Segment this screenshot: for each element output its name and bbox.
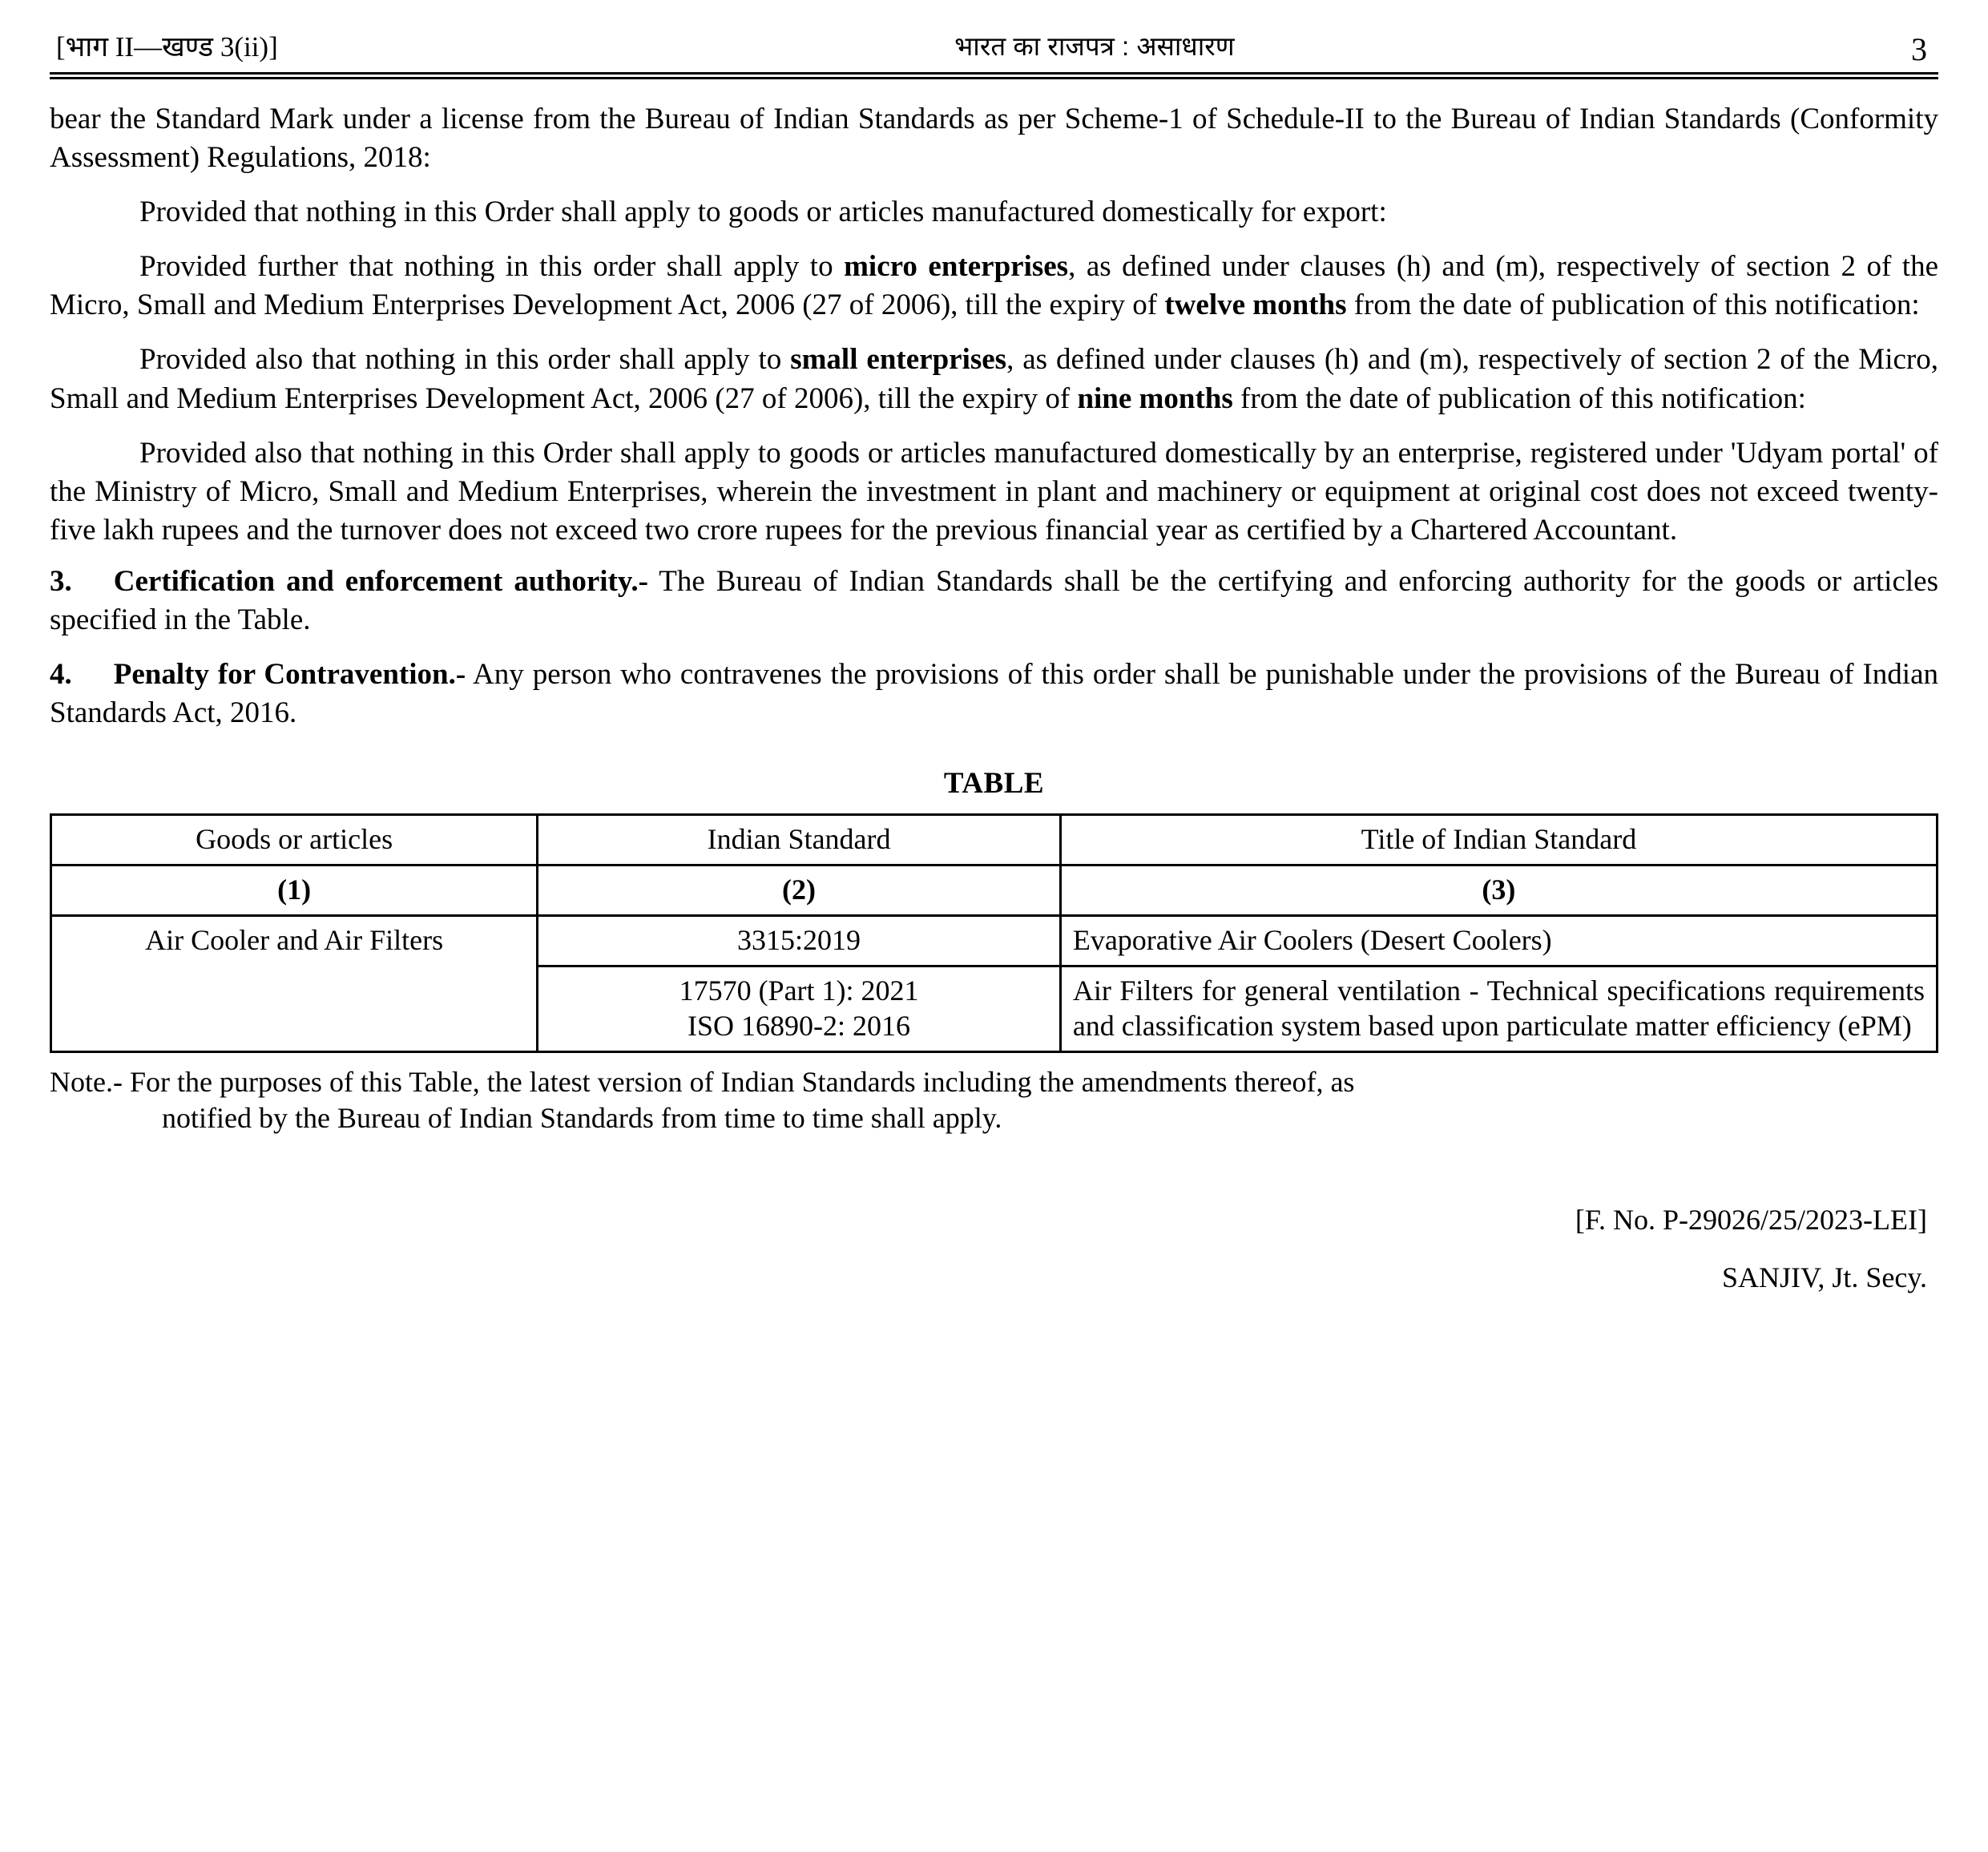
proviso-micro-bold-micro-enterprises: micro enterprises — [844, 250, 1069, 284]
table-header-row — [51, 815, 1938, 865]
table-cell-goods-empty — [51, 966, 538, 1052]
document-footer — [50, 1198, 1938, 1299]
table-column-number-row — [51, 865, 1938, 916]
proviso-small-bold-nine-months: nine months — [1077, 381, 1233, 415]
clause-4-heading: Penalty for Contravention.- — [113, 658, 466, 692]
standard-line-1: 17570 (Part 1): 2021 — [679, 974, 919, 1007]
clause-4-text: Any person who contravenes the provisions of this order shall be punishable under the provisions of the Bureau of Indian Standards Act, 2016. — [50, 658, 1938, 730]
proviso-small-text-a: Provided also that nothing in this order shall apply to — [139, 343, 791, 377]
paragraph-proviso-udyam-portal: Provided also that nothing in this Order shall apply to goods or articles manufactured domestically by an enterprise, registered under 'Udyam portal' of the Ministry of Micro, Small and Medium Enterprises, wherein the investment in plant and machinery or equipment at original cost does not exceed twenty-five lakh rupees and the turnover does not exceed two crore rupees for the previous financial year as certified by a Chartered Accountant. — [50, 436, 1938, 547]
table-note-line-2: notified by the Bureau of Indian Standards from time to time shall apply. — [162, 1102, 1002, 1135]
clause-3-number: 3. — [50, 564, 72, 598]
header-gazette-title: भारत का राजपत्र : असाधारण — [954, 31, 1235, 61]
page-header — [50, 32, 1938, 72]
table-header-standard: Indian Standard — [538, 815, 1061, 865]
clause-3-certification-authority — [50, 563, 1938, 640]
table-cell-standard-3315: 3315:2019 — [538, 916, 1061, 966]
paragraph-standard-mark: bear the Standard Mark under a license from the Bureau of Indian Standards as per Scheme-1 of Schedule-II to the Bureau of Indian Standards (Conformity Assessment) Regulations, 2018: — [50, 103, 1938, 175]
table-cell-standard-17570 — [538, 966, 1061, 1052]
table-caption: TABLE — [943, 767, 1045, 801]
table-cell-goods-air-cooler: Air Cooler and Air Filters — [51, 916, 538, 966]
paragraph-proviso-small-enterprises — [50, 341, 1938, 418]
proviso-micro-text-c: from the date of publication of this notification: — [1346, 288, 1920, 322]
page-number: 3 — [1911, 31, 1927, 67]
table-note — [50, 1064, 1938, 1137]
table-header-goods: Goods or articles — [51, 815, 538, 865]
paragraph-proviso-export: Provided that nothing in this Order shall apply to goods or articles manufactured domestically for export: — [139, 196, 1387, 229]
clause-3-heading: Certification and enforcement authority.- — [113, 564, 648, 598]
table-row — [51, 916, 1938, 966]
clause-3-text: The Bureau of Indian Standards shall be the certifying and enforcing authority for the goods or articles specified in the Table. — [50, 564, 1938, 637]
table-column-number-1: (1) — [277, 874, 312, 906]
table-column-number-2: (2) — [782, 874, 817, 906]
table-row — [51, 966, 1938, 1052]
standard-line-2: ISO 16890-2: 2016 — [688, 1009, 911, 1042]
header-divider — [50, 72, 1938, 79]
table-cell-title-evaporative: Evaporative Air Coolers (Desert Coolers) — [1060, 916, 1937, 966]
proviso-micro-text-b: , as defined under clauses (h) and (m), respectively of section 2 of the Micro, Small and Medium Enterprises Development Act, 2006 (27 of 2006), till the expiry of — [50, 250, 1938, 322]
proviso-small-text-b: , as defined under clauses (h) and (m), respectively of section 2 of the Micro, Small and Medium Enterprises Development Act, 2006 (27 of 2006), till the expiry of — [50, 343, 1938, 415]
clause-4-penalty-contravention — [50, 656, 1938, 732]
file-number: [F. No. P-29026/25/2023-LEI] — [1575, 1203, 1927, 1236]
table-column-number-3: (3) — [1482, 874, 1516, 906]
table-header-title: Title of Indian Standard — [1060, 815, 1937, 865]
proviso-micro-bold-twelve-months: twelve months — [1164, 288, 1347, 322]
standards-table — [50, 813, 1938, 1053]
proviso-micro-text-a: Provided further that nothing in this order shall apply to — [139, 250, 845, 284]
paragraph-proviso-micro-enterprises — [50, 248, 1938, 325]
clause-4-number: 4. — [50, 658, 72, 692]
signatory: SANJIV, Jt. Secy. — [1721, 1261, 1927, 1293]
proviso-small-bold-small-enterprises: small enterprises — [790, 343, 1007, 377]
table-cell-title-air-filters: Air Filters for general ventilation - Technical specifications requirements and classification system based upon particulate matter efficiency (ePM) — [1060, 966, 1937, 1052]
table-note-line-1: Note.- For the purposes of this Table, the latest version of Indian Standards including the amendments thereof, as — [50, 1065, 1355, 1098]
header-part-section: [भाग II—खण्ड 3(ii)] — [56, 31, 278, 63]
proviso-small-text-c: from the date of publication of this notification: — [1232, 381, 1806, 415]
